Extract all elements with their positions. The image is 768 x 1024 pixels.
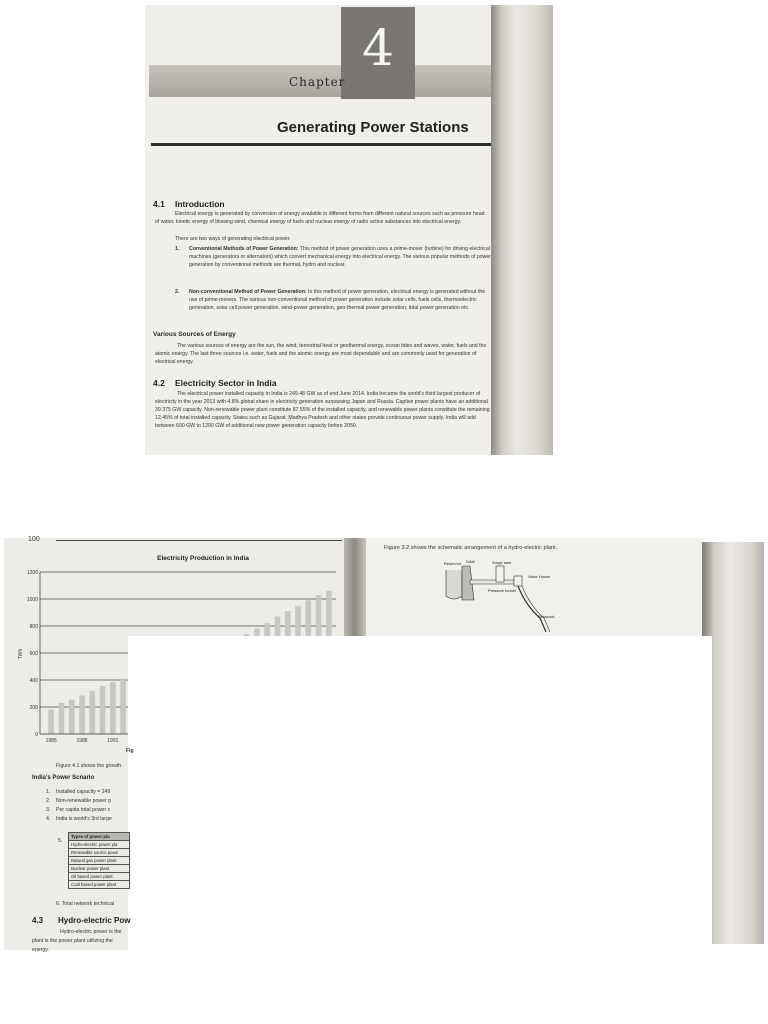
header-rule [56, 540, 342, 541]
table-row [69, 857, 130, 865]
chart-bar [69, 700, 75, 734]
section-number: 4.1 [153, 199, 165, 209]
chart-bar [48, 710, 54, 734]
figure-caption: Fig [126, 748, 134, 754]
x-tick-label: 1985 [45, 738, 57, 744]
chapter-number: 4 [362, 19, 394, 77]
intro-paragraph-2: There are two ways of generating electrical power. [175, 236, 291, 242]
diagram-label: Pressure tunnel [488, 588, 517, 593]
penstock-shape [518, 586, 546, 632]
list-item-lead: Non-conventional Method of Power Generation: [189, 289, 307, 295]
y-tick-label: 0 [35, 731, 38, 738]
list-item [46, 798, 112, 804]
diagram-label: DAM [466, 559, 475, 564]
power-plant-table [68, 832, 130, 889]
chapter-label: Chapter [289, 75, 346, 89]
subsection-heading: India's Power Scnario [32, 775, 95, 781]
reservoir-shape [446, 570, 462, 599]
intro-paragraph: Electrical energy is generated by conversion of energy available in different forms from different natural sources such as pressure head of water, kinetic energy of blowing wind, chemical energy of fuels and nuclear energy of radio active substances into electrical energy. [155, 211, 485, 225]
list-item-text: This method of power generation uses a prime-mover (turbine) for driving electrical machines (generators or alternators) which convert mechanical energy into electrical energy. The various popular methods of power generation by conventional methods are thermal, hydro and nuclear. [189, 246, 491, 268]
list-item [46, 807, 111, 813]
page-number: 100 [28, 536, 40, 543]
y-tick-label: 800 [29, 623, 38, 630]
list-item-number: 1. [175, 246, 180, 252]
diagram-label: Valve House [528, 574, 551, 579]
diagram-label: Surge tank [492, 560, 512, 565]
table-cell: Coal based power plant [69, 881, 130, 889]
chart-bar [120, 679, 126, 734]
table-cell: Renewable source powe [69, 849, 130, 857]
list-item-number: 5. [58, 838, 63, 844]
section-number: 4.2 [153, 378, 165, 388]
paragraph-line: plant is the power plant utilizing the [32, 938, 113, 944]
chapter-title: Generating Power Stations [277, 119, 469, 136]
list-item-text: In this method of power generation, electrical energy is generated without the use of prime-movers. The various non-conventional method of power generation include solar cells, fuels cells, thermoelectric generation, solar cell power generation, wind-power generation, geo-thermal power generation, tidal power generation etc. [189, 289, 486, 311]
list-item [175, 288, 491, 312]
diagram-label: Reservoir [444, 561, 462, 566]
figure-reference-text: Figure 4.1 shows the growth [56, 763, 122, 769]
table-cell: Nuclear power plant [69, 865, 130, 873]
table-cell: Hydro-electric power pla [69, 841, 130, 849]
chart-y-label: TWh [18, 648, 24, 660]
y-tick-label: 600 [29, 650, 38, 657]
paragraph-line: energy. [32, 947, 49, 953]
list-item-number: 4. [46, 816, 51, 822]
table-row [69, 865, 130, 873]
chart-bar [79, 696, 85, 734]
electricity-sector-paragraph: The electrical power installed capacity in India is 249.48 GW as of end June 2014. India became the world's third largest producer of electricity in the year 2013 with 4.8% global share in electricity generation surpassing Japan and Russia. Captive power plants have an additional 39.375 GW capacity. Non-renewable power plant constitute 87.55% of the installed capacity, and renewable power plants constitute the remaining 12.45% of total installed capacity. States such as Gujarat, Madhya Pradesh and other states provide continuous power supply. India will add between 600 GW to 1200 GW of additional new power generation capacity before 2050. [155, 391, 490, 429]
list-item-text: Per capita total power c [56, 807, 111, 813]
list-item-number: 2. [175, 289, 180, 295]
table-row [69, 849, 130, 857]
title-rule [151, 143, 491, 146]
penstock-wall [522, 586, 550, 632]
list-item-number: 2. [46, 798, 51, 804]
pressure-tunnel-shape [470, 580, 514, 584]
list-item [175, 245, 491, 269]
list-item-number: 1. [46, 789, 51, 795]
page-edge [491, 5, 553, 455]
list-item [46, 816, 112, 822]
chart-title: Electricity Production in India [157, 555, 249, 562]
list-item: 6. Total network technical [56, 901, 115, 907]
chapter-page [145, 5, 553, 455]
diagram-label: Penstock [538, 614, 555, 619]
paragraph-line: Hydro-electric power is the [60, 929, 122, 935]
chart-bar [110, 682, 116, 734]
section-title: Hydro-electric Pow [58, 916, 131, 925]
list-item-lead: Conventional Methods of Power Generation: [189, 246, 299, 252]
list-item [46, 789, 111, 795]
table-cell: Oil based power plant [69, 873, 130, 881]
table-row [69, 873, 130, 881]
surge-tank-shape [496, 566, 504, 582]
y-tick-label: 200 [29, 704, 38, 711]
x-tick-label: 1991 [107, 738, 119, 744]
y-tick-label: 1200 [26, 569, 38, 576]
chart-bar [89, 691, 95, 734]
table-header: Types of power pla [69, 833, 130, 841]
table-row [69, 841, 130, 849]
y-tick-label: 400 [29, 677, 38, 684]
chart-bar [100, 686, 106, 734]
subsection-heading: Various Sources of Energy [153, 331, 236, 338]
chart-y-ticks [27, 570, 38, 738]
list-item-number: 3. [46, 807, 51, 813]
chart-bar [59, 703, 65, 734]
table-cell: Natural gas power plant [69, 857, 130, 865]
sources-paragraph: The various sources of energy are the sun, the wind, terrestrial heat or geothermal energy, ocean tides and waves, water, fuels and the atomic energy. The last three sources i.e. water, fuels and the atomic energy are most dependable and are commonly used for generation of electrical energy. [155, 343, 487, 365]
list-item-text: Installed capacity = 249 [56, 789, 111, 795]
table-row [69, 881, 130, 889]
chart-x-ticks [46, 738, 119, 744]
section-number: 4.3 [32, 916, 44, 925]
hydro-plant-diagram [440, 556, 580, 638]
valve-house-shape [514, 576, 522, 586]
x-tick-label: 1988 [76, 738, 88, 744]
figure-reference-text: Figure 3.2 shows the schematic arrangement of a hydro-electric plant. [384, 545, 558, 551]
section-title: Introduction [175, 199, 225, 209]
y-tick-label: 1000 [26, 596, 38, 603]
section-title: Electricity Sector in India [175, 378, 277, 388]
list-item-text: Non-renewable power p [56, 798, 112, 804]
blank-overlay [128, 636, 712, 956]
list-item-text: India is world's 3rd large [56, 816, 112, 822]
